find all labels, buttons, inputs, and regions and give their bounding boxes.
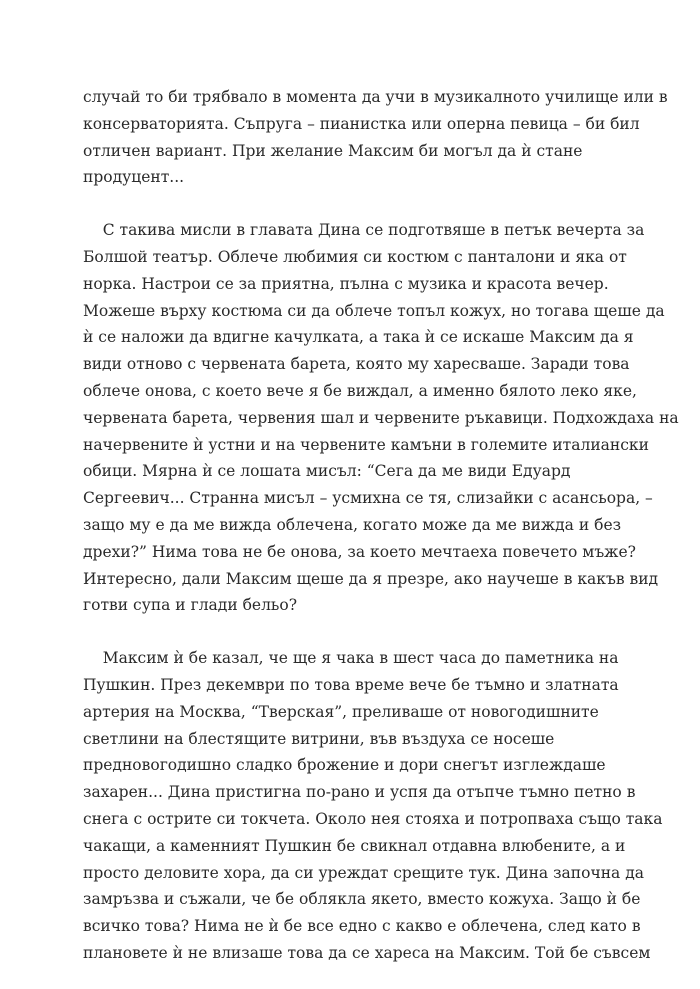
text-line: снега с острите си токчета. Около нея стояха и потропваха също така: [83, 809, 663, 828]
text-line: светлини на блестящите витрини, във въздуха се носеше: [83, 729, 555, 748]
text-line: замръзва и съжали, че бе облякла якето, вместо кожуха. Защо ѝ бе: [83, 890, 641, 909]
text-line: предновогодишно сладко брожение и дори снегът изглеждаше: [83, 756, 606, 775]
text-line: Болшой театър. Облече любимия си костюм с панталони и яка от: [83, 247, 627, 266]
text-line: плановете ѝ не влизаше това да се хареса на Максим. Той бе съвсем: [83, 943, 651, 962]
text-line: Можеше върху костюма си да облече топъл кожух, но тогава щеше да: [83, 301, 665, 320]
text-line: просто деловите хора, да си уреждат срещите тук. Дина започна да: [83, 863, 644, 882]
paragraph: [83, 84, 668, 191]
text-line: чакащи, а каменният Пушкин бе свикнал отдавна влюбените, а и: [83, 836, 626, 855]
text-line: начервените ѝ устни и на червените камъни в големите италиански: [83, 435, 649, 454]
text-line: продуцент...: [83, 168, 185, 187]
text-line: артерия на Москва, “Тверская”, преливаше от новогодишните: [83, 702, 599, 721]
text-line: Сергеевич... Странна мисъл – усмихна се тя, слизайки с асансьора, –: [83, 489, 653, 508]
text-line: обици. Мярна ѝ се лошата мисъл: “Сега да ме види Едуард: [83, 462, 571, 481]
text-line: отличен вариант. При желание Максим би могъл да ѝ стане: [83, 141, 583, 160]
text-line: ѝ се наложи да вдигне качулката, а така ѝ се искаше Максим да я: [83, 328, 634, 347]
text-line: облече онова, с което вече я бе виждал, а именно бялото леко яке,: [83, 381, 637, 400]
text-line: Пушкин. През декември по това време вече бе тъмно и златната: [83, 675, 619, 694]
text-line: Интересно, дали Максим щеше да я презре, ако научеше в какъв вид: [83, 569, 659, 588]
paragraph-gap: [83, 619, 623, 645]
text-line: готви супа и глади бельо?: [83, 596, 298, 615]
text-line: всичко това? Нима не ѝ бе все едно с какво е облечена, след като в: [83, 917, 641, 936]
text-line: Максим ѝ бе казал, че ще я чака в шест часа до паметника на: [83, 649, 619, 668]
text-line: защо му е да ме вижда облечена, когато може да ме вижда и без: [83, 515, 622, 534]
paragraph: [83, 217, 679, 619]
paragraph-gap: [83, 191, 623, 217]
paragraph: [83, 645, 663, 967]
text-line: червената барета, червения шал и червените ръкавици. Подхождаха на: [83, 408, 679, 427]
text-line: консерваторията. Съпруга – пианистка или оперна певица – би бил: [83, 114, 640, 133]
text-line: захарен... Дина пристигна по-рано и успя да отъпче тъмно петно в: [83, 783, 636, 802]
text-line: дрехи?” Нима това не бе онова, за което мечтаеха повечето мъже?: [83, 542, 636, 561]
body-text: [83, 84, 679, 967]
text-line: С такива мисли в главата Дина се подготвяше в петък вечерта за: [83, 221, 645, 240]
text-line: види отново с червената барета, която му харесваше. Заради това: [83, 355, 630, 374]
text-line: случай то би трябвало в момента да учи в музикалното училище или в: [83, 88, 668, 106]
text-line: норка. Настрои се за приятна, пълна с музика и красота вечер.: [83, 274, 609, 293]
